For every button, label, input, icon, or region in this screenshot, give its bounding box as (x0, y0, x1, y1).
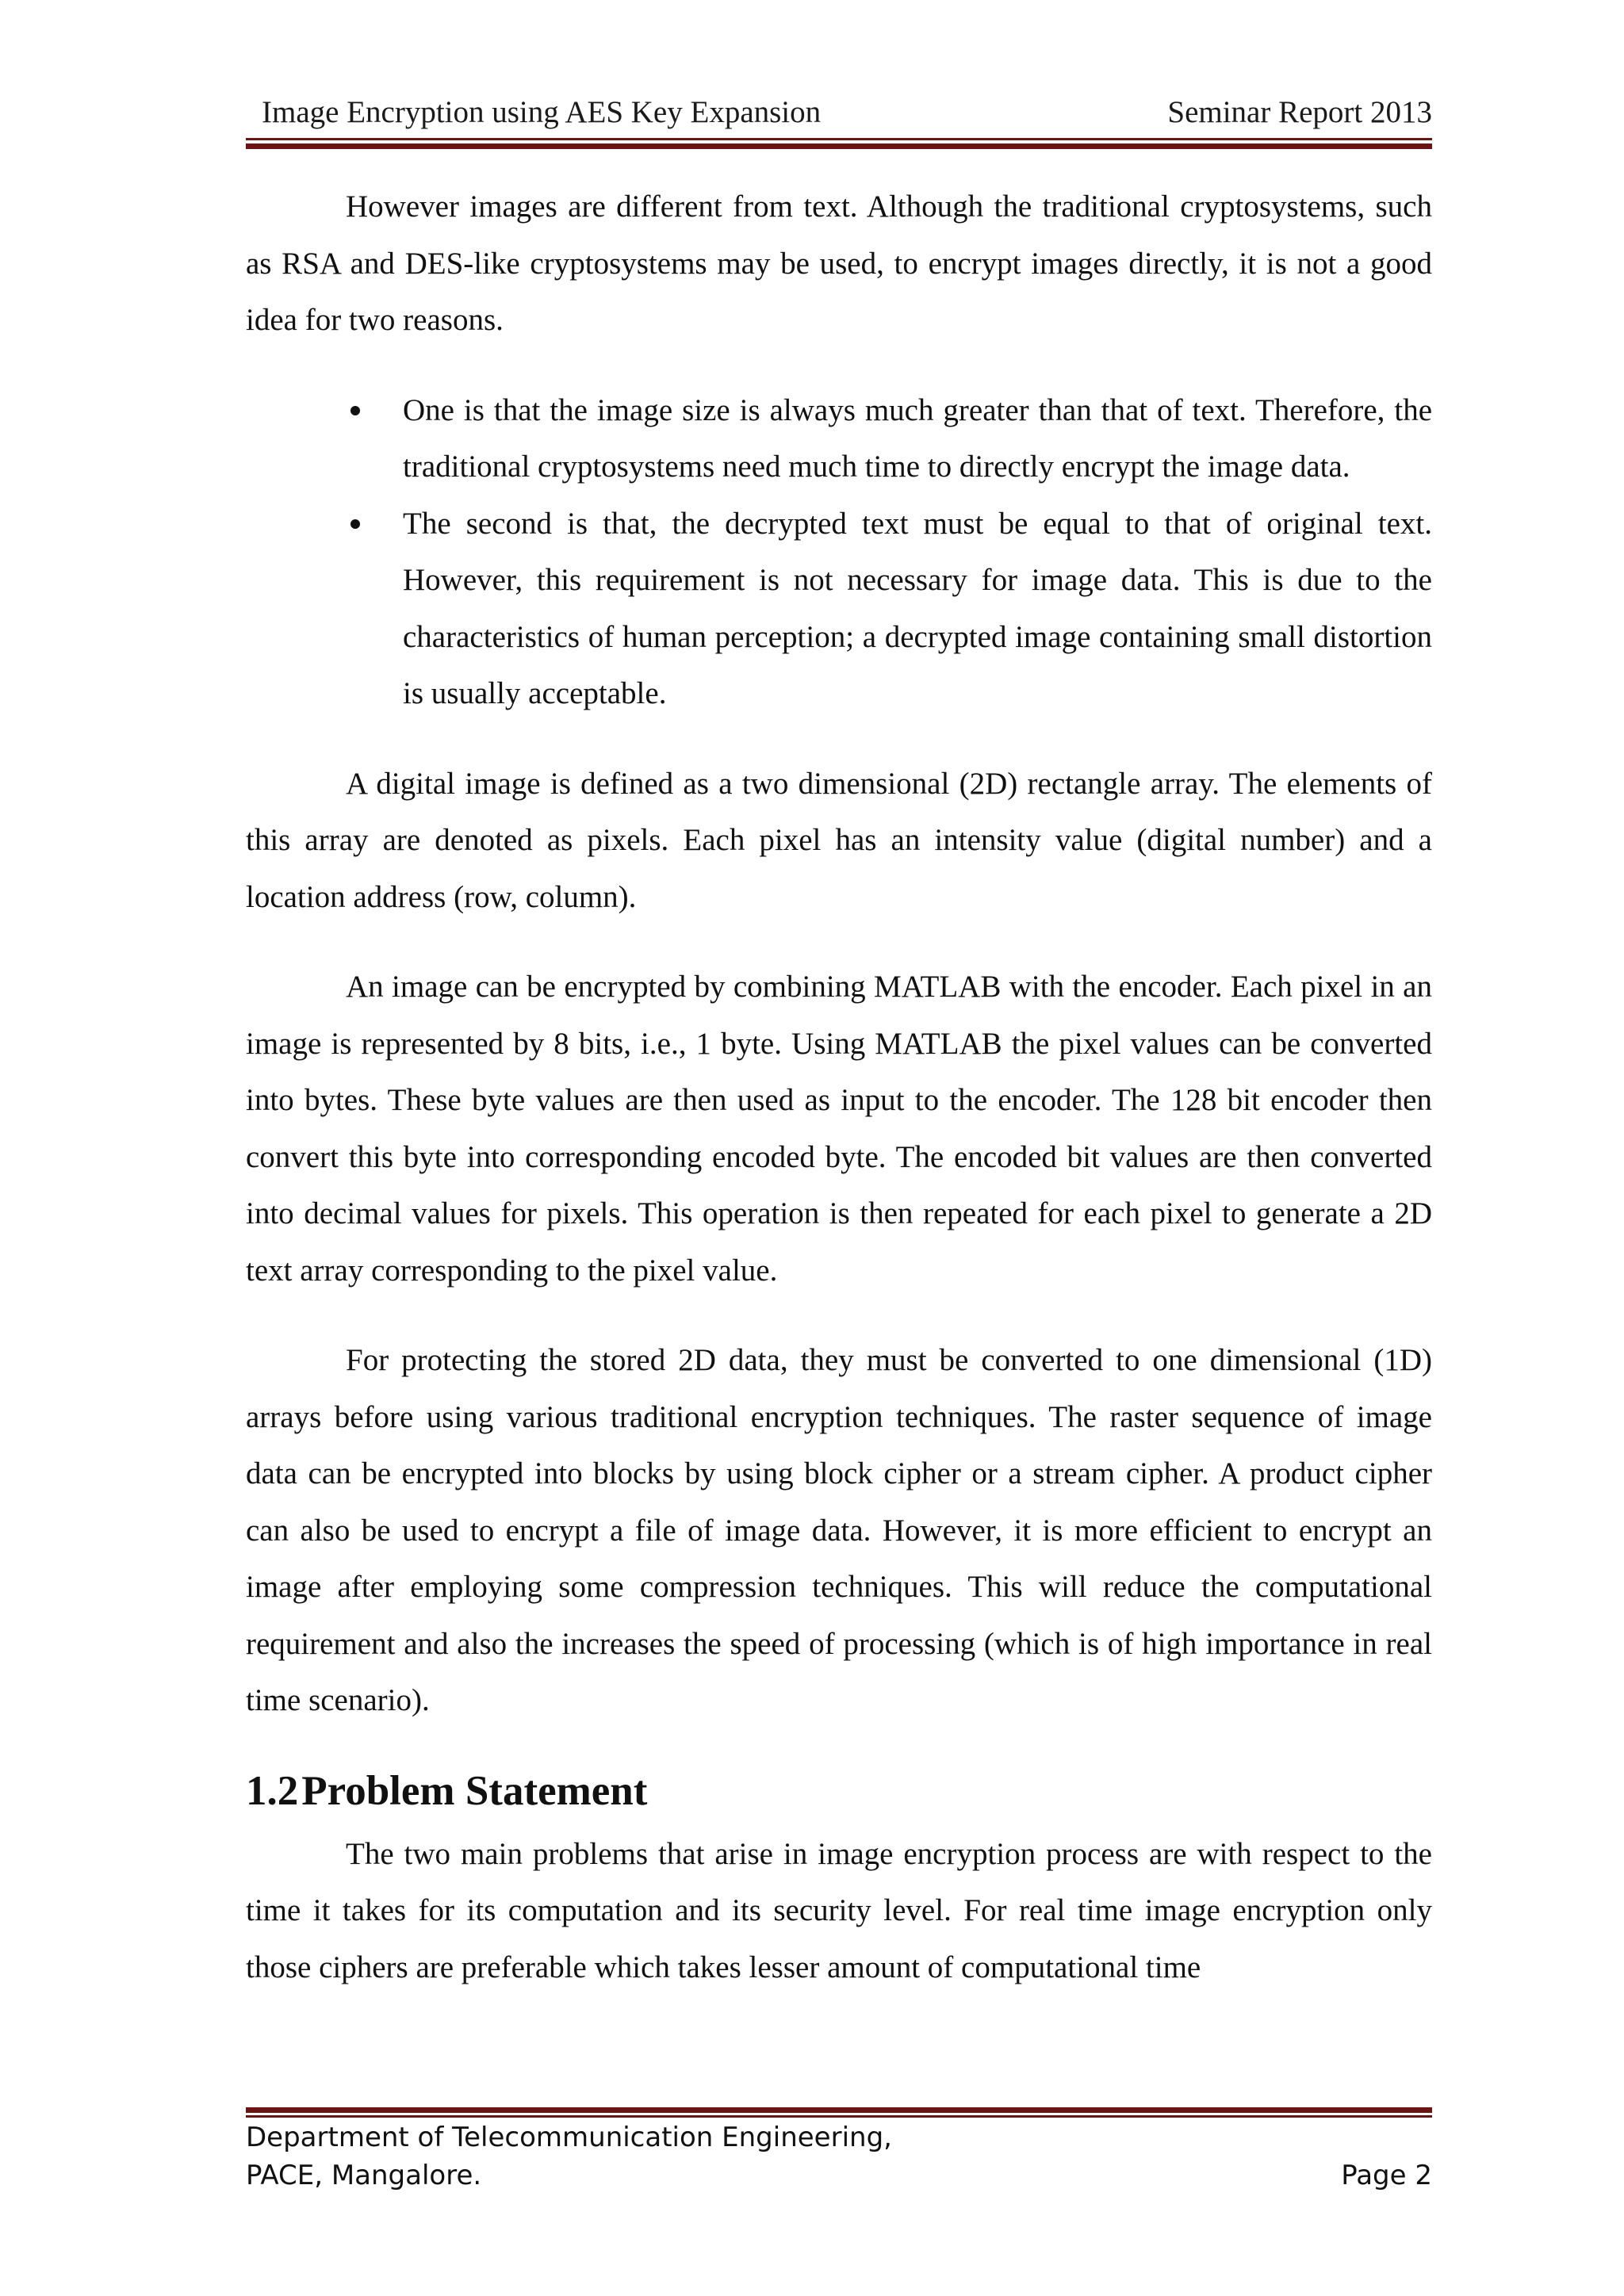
bullet-icon (350, 406, 360, 415)
header-title: Image Encryption using AES Key Expansion (262, 95, 822, 129)
page-body (246, 178, 1432, 2029)
bullet-item (403, 496, 1432, 722)
paragraph: An image can be encrypted by combining MATLAB with the encoder. Each pixel in an image is represented by 8 bits, i.e., 1 byte. Using MATLAB the pixel values can be converted into bytes. These byte values are then used as input to the encoder. The 128 bit encoder then convert this byte into corresponding encoded byte. The encoded bit values are then converted into decimal values for pixels. This operation is then repeated for each pixel to generate a 2D text array corresponding to the pixel value. (246, 970, 1432, 1288)
bullet-text: One is that the image size is always much greater than that of text. Therefore, the traditional cryptosystems need much time to directly encrypt the image data. (403, 392, 1432, 484)
bullet-list (246, 382, 1432, 722)
section-title: Problem Statement (301, 1767, 648, 1814)
page-number: Page 2 (1341, 2160, 1432, 2191)
paragraph: The two main problems that arise in image encryption process are with respect to the time it takes for its computation and its security level. For real time image encryption only those ciphers are preferable which takes lesser amount of computational time (246, 1836, 1432, 1984)
paragraph: However images are different from text. Although the traditional cryptosystems, such as RSA and DES-like cryptosystems may be used, to encrypt images directly, it is not a good idea for two reasons. (246, 189, 1432, 337)
paragraph: A digital image is defined as a two dimensional (2D) rectangle array. The elements of this array are denoted as pixels. Each pixel has an intensity value (digital number) and a location address (row, column). (246, 766, 1432, 914)
section-heading (246, 1762, 1432, 1820)
footer-rule-thin (246, 2115, 1432, 2118)
paragraph: For protecting the stored 2D data, they must be converted to one dimensional (1D) arrays before using various traditional encryption techniques. The raster sequence of image data can be encrypted into blocks by using block cipher or a stream cipher. A product cipher can also be used to encrypt a file of image data. However, it is more efficient to encrypt an image after employing some compression techniques. This will reduce the computational requirement and also the increases the speed of processing (which is of high importance in real time scenario). (246, 1343, 1432, 1717)
page-footer (246, 2118, 1432, 2195)
footer-department: Department of Telecommunication Engineering, (246, 2122, 892, 2153)
footer-rule-thick (246, 2107, 1432, 2113)
header-rule-thin (246, 138, 1432, 140)
bullet-item (403, 382, 1432, 496)
page-header (246, 89, 1432, 136)
bullet-text: The second is that, the decrypted text must be equal to that of original text. However, this requirement is not necessary for image data. This is due to the characteristics of human perception; a decrypted image containing small distortion is usually acceptable. (403, 506, 1432, 710)
bullet-icon (350, 519, 360, 529)
footer-institute: PACE, Mangalore. (246, 2160, 482, 2191)
section-number: 1.2 (246, 1767, 299, 1814)
header-report-label: Seminar Report 2013 (1167, 95, 1432, 129)
header-rule-thick (246, 144, 1432, 149)
